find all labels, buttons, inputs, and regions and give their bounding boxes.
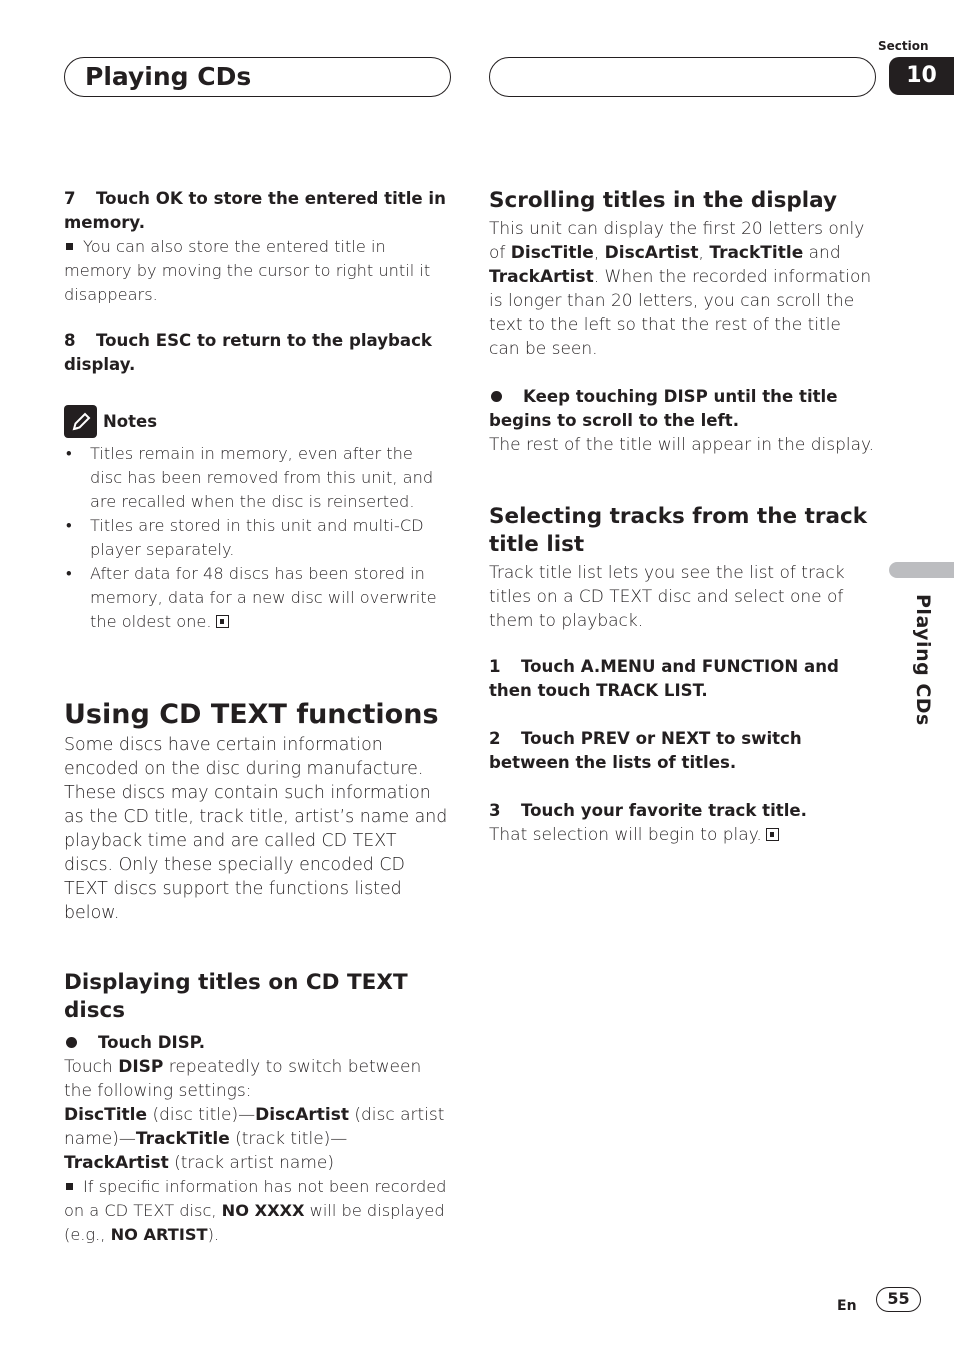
side-tab-label: Playing CDs: [912, 594, 934, 726]
page-title: Playing CDs: [85, 62, 252, 91]
notes-heading: Notes: [64, 405, 450, 438]
step-text: Touch ESC to return to the playback display.: [64, 331, 432, 374]
square-bullet-icon: [66, 1183, 73, 1190]
select-step-3-result: That selection will begin to play.: [489, 823, 875, 847]
display-heading: Displaying titles on CD TEXT discs: [64, 970, 408, 1023]
note-item: • After data for 48 discs has been stored in memory, data for a new disc will overwrite the oldest one.: [64, 562, 446, 634]
end-mark-icon: [216, 615, 229, 628]
step-text: Touch OK to store the entered title in memory.: [64, 189, 446, 232]
round-bullet-icon: [491, 391, 502, 402]
cdtext-heading: Using CD TEXT functions: [64, 699, 439, 730]
scroll-text: This unit can display the first 20 letters only of DiscTitle, DiscArtist, TrackTitle and TrackArtist. When the recorded information is longer than 20 letters, you can scroll the text to the left so that the rest of the title can be seen.: [489, 219, 872, 359]
keep-touching-step: Keep touching DISP until the title begins to scroll to the left.: [489, 387, 838, 430]
header-blank-pill: [489, 57, 876, 97]
select-step-1: 1 Touch A.MENU and FUNCTION and then touch TRACK LIST.: [489, 657, 839, 700]
note-item: • Titles are stored in this unit and multi-CD player separately.: [64, 514, 446, 562]
section-number: 10: [889, 57, 954, 95]
no-info-note: If specific information has not been recorded on a CD TEXT disc, NO XXXX will be displayed (e.g., NO ARTIST).: [64, 1177, 447, 1244]
notes-list: [64, 442, 450, 634]
select-step-3: 3 Touch your favorite track title.: [489, 801, 807, 820]
step-8: [64, 329, 450, 377]
side-tab-marker: [889, 562, 954, 578]
disp-settings: DiscTitle (disc title)—DiscArtist (disc artist name)—TrackTitle (track title)—TrackArtist (track artist name): [64, 1105, 445, 1173]
scroll-heading: Scrolling titles in the display: [489, 188, 838, 213]
step-number: 7: [64, 189, 76, 208]
header-title-pill: [64, 57, 451, 97]
pencil-icon: [64, 405, 97, 438]
step-7-note: You can also store the entered title in memory by moving the cursor to right until it disappears.: [64, 237, 431, 304]
right-column: [489, 187, 875, 847]
language-label: En: [837, 1298, 857, 1314]
select-step-2: 2 Touch PREV or NEXT to switch between the lists of titles.: [489, 729, 802, 772]
select-heading: Selecting tracks from the track title list: [489, 504, 868, 557]
step-7: [64, 187, 450, 235]
keep-touching-result: The rest of the title will appear in the display.: [489, 435, 875, 455]
cdtext-intro: Some discs have certain information encoded on the disc during manufacture. These discs may contain such information as the CD title, track title, artist’s name and playback time and are called CD TEXT discs. Only these specially encoded CD TEXT discs support the functions listed below.: [64, 735, 448, 923]
touch-disp-step: Touch DISP.: [64, 1031, 450, 1055]
disp-text: Touch DISP repeatedly to switch between the following settings:: [64, 1057, 422, 1101]
page-number: 55: [876, 1287, 921, 1312]
square-bullet-icon: [66, 243, 73, 250]
note-item: • Titles remain in memory, even after the disc has been removed from this unit, and are recalled when the disc is reinserted.: [64, 442, 446, 514]
left-column: [64, 187, 450, 1247]
step-number: 8: [64, 331, 76, 350]
end-mark-icon: [766, 828, 779, 841]
round-bullet-icon: [66, 1037, 77, 1048]
section-label: Section: [878, 39, 929, 53]
select-intro: Track title list lets you see the list of track titles on a CD TEXT disc and select one of them to playback.: [489, 563, 845, 631]
